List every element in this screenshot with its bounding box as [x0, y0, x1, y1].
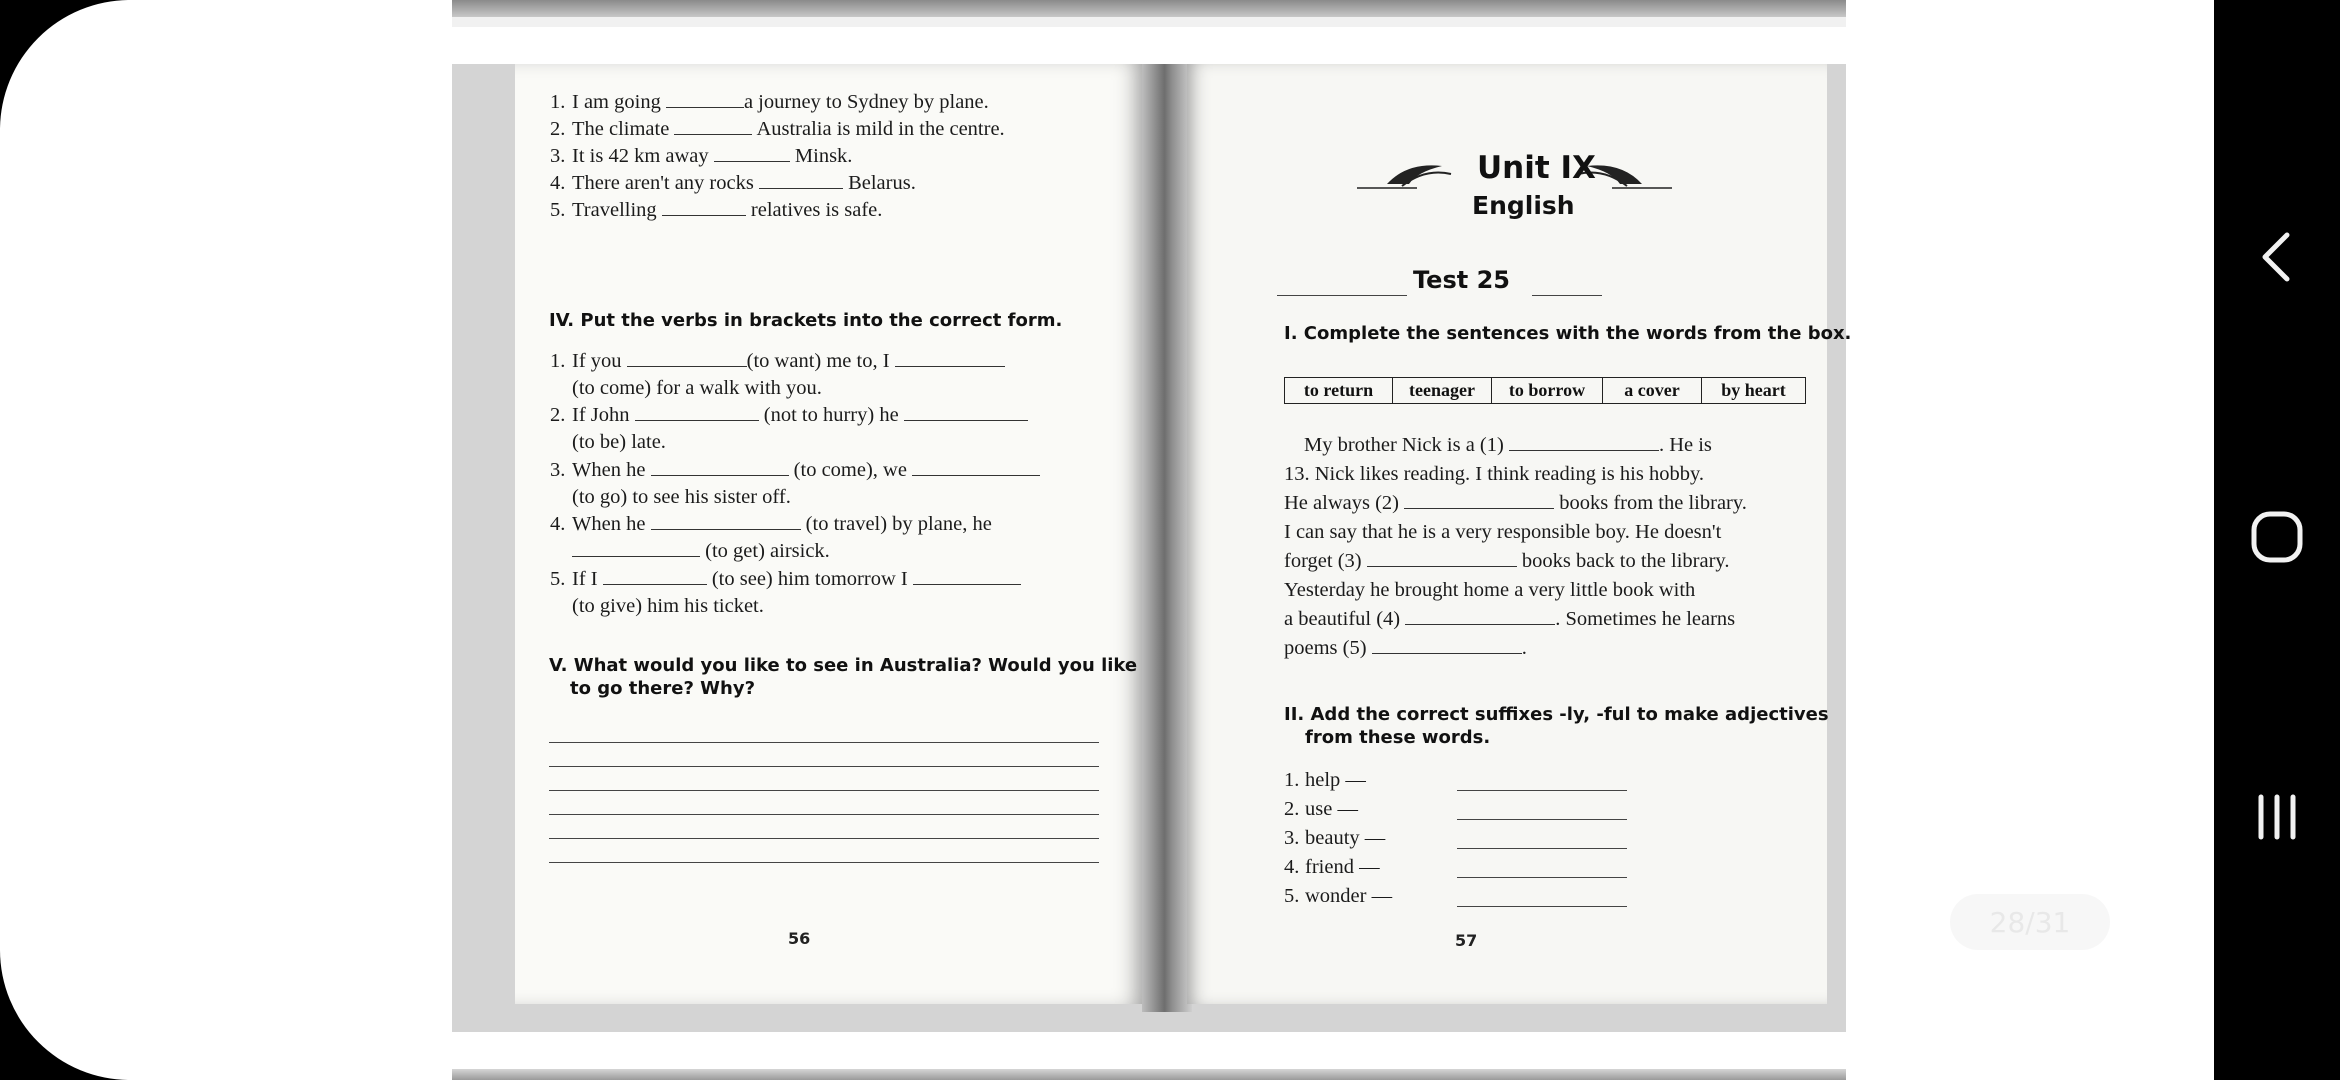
line-text: I am going	[572, 91, 661, 113]
answer-blank	[1509, 432, 1659, 451]
line-text: If you	[572, 350, 622, 372]
exercise-line: (to go) to see his sister off.	[572, 486, 791, 508]
answer-line	[1457, 819, 1627, 820]
word-box	[1284, 377, 1806, 404]
line-text: My brother Nick is a (1)	[1304, 434, 1504, 456]
line-text: a beautiful (4)	[1284, 608, 1401, 630]
word-box-cell: teenager	[1393, 378, 1492, 404]
answer-blank	[904, 402, 1028, 421]
answer-blank	[651, 511, 801, 530]
answer-blank	[603, 566, 707, 585]
suffix-word: beauty —	[1305, 827, 1386, 849]
back-button[interactable]	[2214, 222, 2340, 292]
unit-subtitle: English	[1472, 191, 1575, 220]
line-text: (to come), we	[793, 459, 907, 481]
section-v-title-line2: to go there? Why?	[570, 678, 756, 699]
item-number: 4.	[550, 172, 566, 194]
answer-blank	[913, 566, 1021, 585]
exercise-line: (to give) him his ticket.	[572, 595, 764, 617]
test-title-rule	[1277, 295, 1407, 296]
test-title-rule	[1532, 295, 1602, 296]
paragraph-line	[1304, 432, 1712, 459]
word-box-cell: by heart	[1702, 378, 1806, 404]
line-text: Minsk.	[794, 145, 853, 167]
word-box-cell: a cover	[1603, 378, 1702, 404]
exercise-line	[572, 143, 852, 170]
exercise-line	[572, 197, 882, 224]
answer-blank	[666, 89, 744, 108]
page-counter: 28/31	[1950, 894, 2110, 950]
section-i-title: I. Complete the sentences with the words from the box.	[1284, 323, 1852, 344]
page-number: 57	[1455, 931, 1478, 950]
line-text: There aren't any rocks	[572, 172, 754, 194]
paragraph-line	[1284, 606, 1735, 633]
paragraph-line: I can say that he is a very responsible boy. He doesn't	[1284, 521, 1722, 543]
item-number: 1.	[550, 350, 566, 372]
line-text: Travelling	[572, 199, 657, 221]
book-spine	[1142, 64, 1192, 1012]
line-text: The climate	[572, 118, 670, 140]
line-text: a journey to Sydney by plane.	[743, 91, 989, 113]
line-text: (to see) him tomorrow I	[711, 568, 908, 590]
line-text: (to want) me to, I	[746, 350, 890, 372]
line-text: If I	[572, 568, 598, 590]
item-number: 4.	[550, 513, 566, 535]
answer-blank	[651, 457, 789, 476]
line-text: If John	[572, 404, 630, 426]
answer-blank	[912, 457, 1040, 476]
item-number: 5.	[1284, 885, 1300, 907]
line-text: Australia is mild in the centre.	[756, 118, 1005, 140]
test-title: Test 25	[1413, 266, 1510, 294]
back-chevron-icon	[2257, 227, 2297, 287]
answer-blank	[627, 348, 747, 367]
answer-blank	[674, 116, 752, 135]
home-circle-icon	[2249, 509, 2305, 565]
page-number: 56	[788, 929, 811, 948]
suffix-word: help —	[1305, 769, 1366, 791]
recents-bars-icon	[2252, 792, 2302, 842]
section-v-title-line1: V. What would you like to see in Australia? Would you like	[549, 655, 1138, 676]
next-page-edge[interactable]	[452, 1069, 1846, 1080]
line-text: He always (2)	[1284, 492, 1399, 514]
paragraph-line: Yesterday he brought home a very little book with	[1284, 579, 1696, 601]
writing-line	[549, 790, 1099, 791]
line-text: forget (3)	[1284, 550, 1362, 572]
line-text: When he	[572, 459, 646, 481]
answer-line	[1457, 848, 1627, 849]
home-button[interactable]	[2214, 502, 2340, 572]
previous-page-edge[interactable]	[452, 0, 1846, 17]
line-text: . He is	[1658, 434, 1712, 456]
word-box-cell: to borrow	[1492, 378, 1603, 404]
line-text: poems (5)	[1284, 637, 1367, 659]
suffix-word: use —	[1305, 798, 1358, 820]
paragraph-line	[1284, 548, 1729, 575]
scanned-spread[interactable]	[452, 64, 1852, 1032]
line-text: books from the library.	[1559, 492, 1747, 514]
item-number: 2.	[1284, 798, 1300, 820]
answer-blank	[714, 143, 790, 162]
item-number: 5.	[550, 568, 566, 590]
line-text: (not to hurry) he	[763, 404, 899, 426]
right-page	[1187, 64, 1852, 1004]
writing-line	[549, 862, 1099, 863]
answer-blank	[1367, 548, 1517, 567]
recents-button[interactable]	[2214, 782, 2340, 852]
line-text: relatives is safe.	[750, 199, 883, 221]
answer-line	[1457, 906, 1627, 907]
answer-blank	[635, 402, 759, 421]
writing-line	[549, 766, 1099, 767]
line-text: When he	[572, 513, 646, 535]
writing-line	[549, 742, 1099, 743]
item-number: 5.	[550, 199, 566, 221]
answer-blank	[1405, 606, 1555, 625]
item-number: 3.	[550, 459, 566, 481]
answer-line	[1457, 790, 1627, 791]
exercise-line	[572, 457, 1040, 484]
answer-blank	[895, 348, 1005, 367]
line-text: (to get) airsick.	[705, 540, 830, 562]
exercise-line	[572, 89, 989, 116]
exercise-line	[572, 402, 1028, 429]
answer-line	[1457, 877, 1627, 878]
line-text: It is 42 km away	[572, 145, 709, 167]
answer-blank	[759, 170, 843, 189]
answer-blank	[1372, 635, 1522, 654]
item-number: 1.	[550, 91, 566, 113]
suffix-word: friend —	[1305, 856, 1380, 878]
exercise-line	[572, 116, 1005, 143]
line-text: .	[1521, 637, 1527, 659]
exercise-line: (to be) late.	[572, 431, 666, 453]
item-number: 3.	[550, 145, 566, 167]
section-ii-title-line1: II. Add the correct suffixes -ly, -ful to make adjectives	[1284, 704, 1829, 725]
exercise-line	[572, 566, 1021, 593]
unit-title: Unit IX	[1477, 150, 1596, 186]
item-number: 3.	[1284, 827, 1300, 849]
word-box-cell: to return	[1285, 378, 1393, 404]
exercise-line	[572, 511, 992, 538]
item-number: 2.	[550, 118, 566, 140]
exercise-line	[572, 170, 916, 197]
section-ii-title-line2: from these words.	[1305, 727, 1491, 748]
writing-line	[549, 838, 1099, 839]
item-number: 2.	[550, 404, 566, 426]
previous-page-margin	[452, 17, 1846, 27]
line-text: Belarus.	[848, 172, 916, 194]
left-page	[515, 64, 1145, 1004]
exercise-line: (to come) for a walk with you.	[572, 377, 822, 399]
navigation-bar	[2214, 0, 2340, 1080]
paragraph-line	[1284, 635, 1527, 662]
item-number: 1.	[1284, 769, 1300, 791]
answer-blank	[662, 197, 746, 216]
line-text: books back to the library.	[1521, 550, 1730, 572]
exercise-line	[572, 348, 1005, 375]
suffix-word: wonder —	[1305, 885, 1393, 907]
paragraph-line	[1284, 490, 1747, 517]
section-iv-title: IV. Put the verbs in brackets into the correct form.	[549, 310, 1063, 331]
writing-line	[549, 814, 1099, 815]
answer-blank	[1404, 490, 1554, 509]
exercise-line	[572, 538, 830, 565]
line-text: (to travel) by plane, he	[805, 513, 992, 535]
answer-blank	[572, 538, 700, 557]
paragraph-line: 13. Nick likes reading. I think reading is his hobby.	[1284, 463, 1704, 485]
line-text: . Sometimes he learns	[1555, 608, 1736, 630]
item-number: 4.	[1284, 856, 1300, 878]
